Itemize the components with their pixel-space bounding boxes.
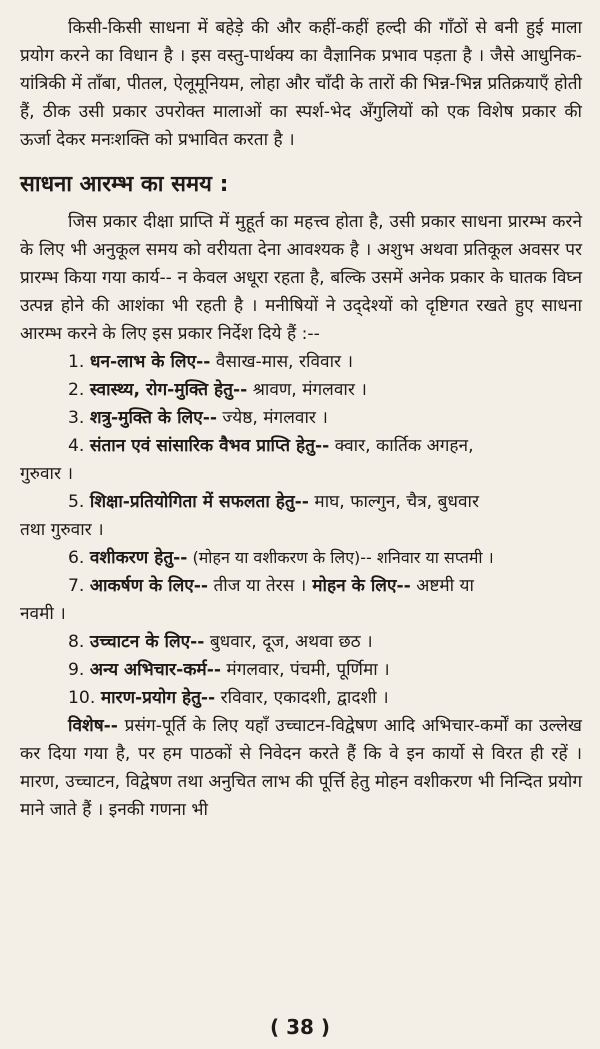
- list-item: [20, 432, 582, 460]
- list-item-continuation: तथा गुरुवार ।: [20, 520, 104, 540]
- item-text: तीज या तेरस ।: [208, 576, 307, 596]
- item-title: संतान एवं सांसारिक वैभव प्राप्ति हेतु--: [89, 436, 330, 456]
- item-number: 5.: [68, 492, 85, 512]
- list-item: [20, 376, 582, 404]
- list-item: [20, 656, 582, 684]
- list-item: [20, 404, 582, 432]
- item-title: स्वास्थ्य, रोग-मुक्ति हेतु--: [89, 380, 248, 400]
- item-title-secondary: मोहन के लिए--: [306, 576, 411, 596]
- item-title: शत्रु-मुक्ति के लिए--: [89, 408, 217, 428]
- item-number: 3.: [68, 408, 85, 428]
- section-paragraph: जिस प्रकार दीक्षा प्राप्ति में मुहूर्त का महत्त्व होता है, उसी प्रकार साधना प्रारम्भ करने के लिए भी अनुकूल समय को वरीयता देना आवश्यक है । अशुभ अथवा प्रतिकूल अवसर पर प्रारम्भ किया गया कार्य-- न केवल अधूरा रहता है, बल्कि उसमें अनेक प्रकार के घातक विघ्न उत्पन्न होने की आशंका भी रहती है । मनीषियों ने उद्‌देश्यों को दृष्टिगत रखते हुए साधना आरम्भ करने के लिए इस प्रकार निर्देश दिये हैं :--: [20, 212, 582, 344]
- intro-paragraph: किसी-किसी साधना में बहेड़े की और कहीं-कहीं हल्दी की गाँठों से बनी हुई माला प्रयोग करने का विधान है । इस वस्तु-पार्थक्य का वैज्ञानिक प्रभाव पड़ता है । जैसे आधुनिक-यांत्रिकी में ताँबा, पीतल, ऐलूमूनियम, लोहा और चाँदी के तारों की भिन्न-भिन्न प्रतिक्रयाएँ होती हैं, ठीक उसी प्रकार उपरोक्त मालाओं का स्पर्श-भेद अँगुलियों को एक विशेष प्रकार की ऊर्जा देकर मनःशक्ति को प्रभावित करता है ।: [20, 18, 582, 150]
- item-text: मंगलवार, पंचमी, पूर्णिमा ।: [220, 660, 390, 680]
- special-note-text: प्रसंग-पूर्ति के लिए यहाँ उच्चाटन-विद्वेषण आदि अभिचार-कर्मों का उल्लेख कर दिया गया है, पर हम पाठकों से निवेदन करते हैं कि वे इन कार्यो से विरत ही रहें । मारण, उच्चाटन, विद्वेषण तथा अनुचित लाभ की पूर्त्ति हेतु मोहन वशीकरण भी निन्दित प्रयोग माने जाते हैं । इनकी गणना भी: [20, 716, 582, 820]
- item-title: धन-लाभ के लिए--: [89, 352, 211, 372]
- item-title: वशीकरण हेतु--: [89, 548, 188, 568]
- list-item-continuation: गुरुवार ।: [20, 464, 73, 484]
- item-text: बुधवार, दूज, अथवा छठ ।: [204, 632, 373, 652]
- item-title: शिक्षा-प्रतियोगिता में सफलता हेतु--: [89, 492, 309, 512]
- item-text: वैसाख-मास, रविवार ।: [210, 352, 354, 372]
- item-title: उच्चाटन के लिए--: [89, 632, 205, 652]
- list-item: [20, 684, 582, 712]
- item-text: माघ, फाल्गुन, चैत्र, बुधवार: [308, 492, 480, 512]
- item-number: 10.: [68, 688, 96, 708]
- page-number: ( 38 ): [269, 1015, 331, 1039]
- item-number: 2.: [68, 380, 85, 400]
- item-number: 7.: [68, 576, 85, 596]
- special-note: [20, 712, 582, 824]
- list-item: [20, 628, 582, 656]
- item-text: ज्येष्ठ, मंगलवार ।: [216, 408, 328, 428]
- item-text-secondary: अष्टमी या: [410, 576, 474, 596]
- list-item: [20, 488, 582, 516]
- list-item: [20, 572, 582, 600]
- item-text: रविवार, एकादशी, द्वादशी ।: [215, 688, 389, 708]
- list-item-continuation: नवमी ।: [20, 604, 66, 624]
- item-title: मारण-प्रयोग हेतु--: [100, 688, 216, 708]
- item-number: 9.: [68, 660, 85, 680]
- item-number: 6.: [68, 548, 85, 568]
- item-text: क्वार, कार्तिक अगहन,: [329, 436, 474, 456]
- special-note-title: विशेष--: [68, 716, 118, 736]
- timing-list: [20, 348, 582, 712]
- item-number: 4.: [68, 436, 85, 456]
- item-text: (मोहन या वशीकरण के लिए)-- शनिवार या सप्तमी ।: [187, 548, 494, 567]
- list-item: [20, 348, 582, 376]
- item-number: 1.: [68, 352, 85, 372]
- item-number: 8.: [68, 632, 85, 652]
- item-title: अन्य अभिचार-कर्म--: [89, 660, 221, 680]
- item-text: श्रावण, मंगलवार ।: [247, 380, 367, 400]
- section-heading: साधना आरम्भ का समय :: [20, 172, 229, 197]
- list-item: [20, 544, 582, 572]
- item-title: आकर्षण के लिए--: [89, 576, 209, 596]
